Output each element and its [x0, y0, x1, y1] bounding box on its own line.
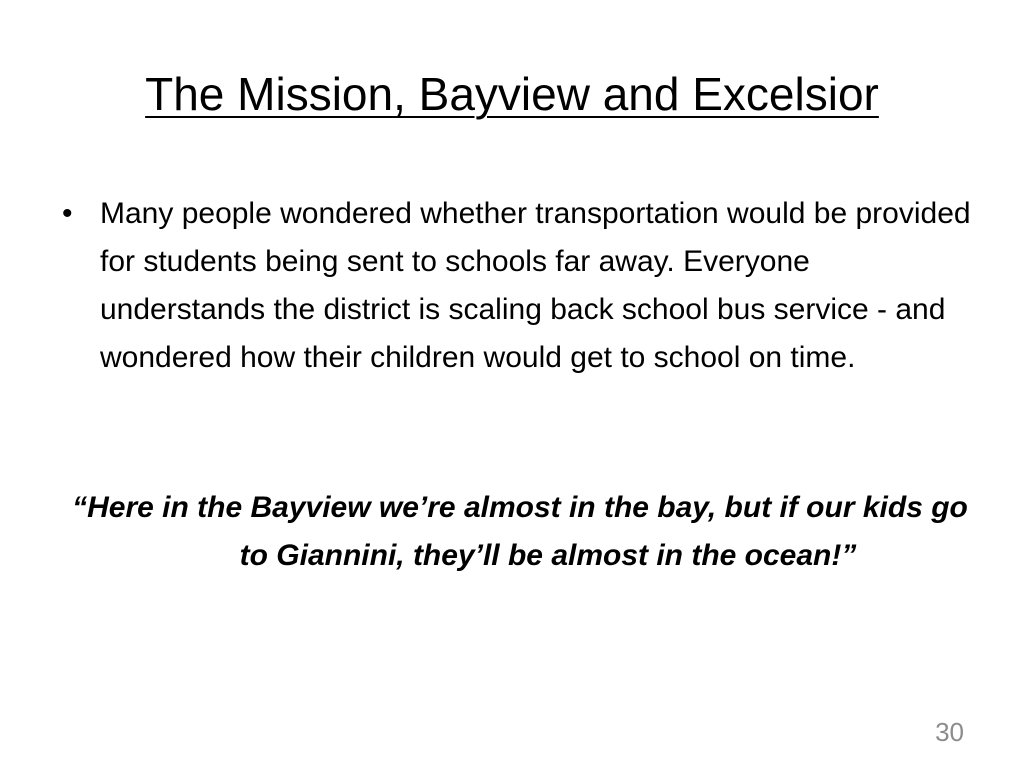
slide-title: The Mission, Bayview and Excelsior	[145, 68, 879, 120]
bullet-marker: •	[62, 197, 73, 230]
bullet-list	[62, 190, 972, 382]
bullet-item	[62, 190, 972, 382]
quote-text: “Here in the Bayview we’re almost in the bay, but if our kids go to Giannini, they’ll be almost in the ocean!”	[72, 491, 968, 572]
slide-number: 30	[935, 717, 964, 747]
bullet-text: Many people wondered whether transportation would be provided for students being sent to schools far away. Everyone understands the district is scaling back school bus service - and wondered how their children would get to school on time.	[100, 197, 971, 374]
